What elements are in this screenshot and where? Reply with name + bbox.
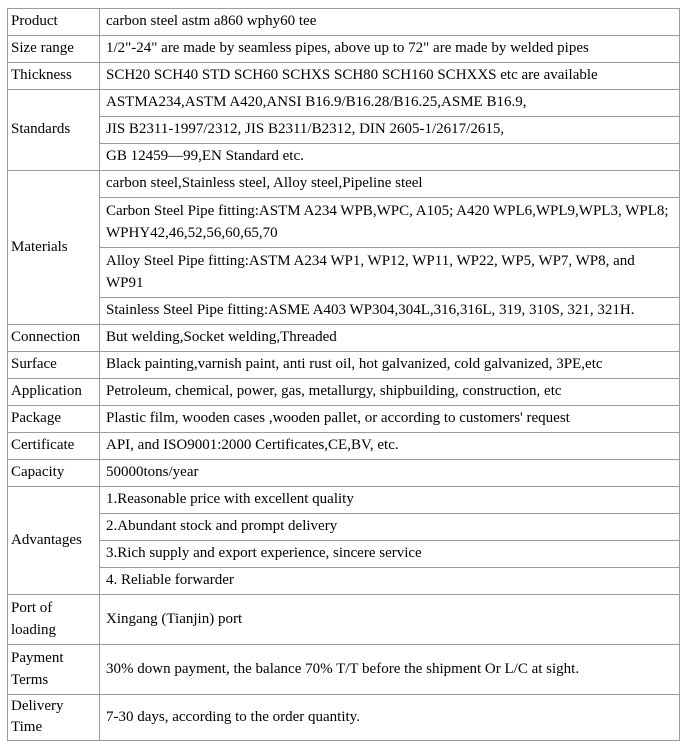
- spec-value-port-of-loading: Xingang (Tianjin) port: [100, 595, 680, 645]
- spec-label-advantages: Advantages: [8, 487, 100, 595]
- spec-value-advantages-4: 4. Reliable forwarder: [100, 568, 680, 595]
- spec-label-payment-terms: Payment Terms: [8, 645, 100, 695]
- table-row-package: [8, 406, 680, 433]
- spec-value-materials-4: Stainless Steel Pipe fitting:ASME A403 WP304,304L,316,316L, 319, 310S, 321, 321H.: [100, 298, 680, 325]
- table-row-materials-2: [8, 198, 680, 248]
- spec-label-surface: Surface: [8, 352, 100, 379]
- spec-label-capacity: Capacity: [8, 460, 100, 487]
- spec-value-advantages-2: 2.Abundant stock and prompt delivery: [100, 514, 680, 541]
- spec-value-application: Petroleum, chemical, power, gas, metallurgy, shipbuilding, construction, etc: [100, 379, 680, 406]
- spec-value-delivery-time: 7-30 days, according to the order quantity.: [100, 695, 680, 741]
- spec-value-connection: But welding,Socket welding,Threaded: [100, 325, 680, 352]
- table-row-materials-4: [8, 298, 680, 325]
- table-row-advantages-3: [8, 541, 680, 568]
- spec-value-materials-3: Alloy Steel Pipe fitting:ASTM A234 WP1, WP12, WP11, WP22, WP5, WP7, WP8, and WP91: [100, 248, 680, 298]
- table-row-advantages-4: [8, 568, 680, 595]
- table-row-payment-terms: [8, 645, 680, 695]
- table-row-surface: [8, 352, 680, 379]
- spec-label-certificate: Certificate: [8, 433, 100, 460]
- spec-value-size-range: 1/2"-24" are made by seamless pipes, above up to 72" are made by welded pipes: [100, 36, 680, 63]
- spec-label-port-of-loading: Port of loading: [8, 595, 100, 645]
- spec-value-standards-3: GB 12459—99,EN Standard etc.: [100, 144, 680, 171]
- spec-label-thickness: Thickness: [8, 63, 100, 90]
- table-row-standards-2: [8, 117, 680, 144]
- table-row-connection: [8, 325, 680, 352]
- table-row-capacity: [8, 460, 680, 487]
- spec-value-thickness: SCH20 SCH40 STD SCH60 SCHXS SCH80 SCH160 SCHXXS etc are available: [100, 63, 680, 90]
- spec-value-advantages-3: 3.Rich supply and export experience, sincere service: [100, 541, 680, 568]
- spec-value-materials-2: Carbon Steel Pipe fitting:ASTM A234 WPB,WPC, A105; A420 WPL6,WPL9,WPL3, WPL8; WPHY42,46,52,56,60,65,70: [100, 198, 680, 248]
- spec-label-materials: Materials: [8, 171, 100, 325]
- table-row-port-of-loading: [8, 595, 680, 645]
- table-row-size-range: [8, 36, 680, 63]
- table-row-thickness: [8, 63, 680, 90]
- table-row-certificate: [8, 433, 680, 460]
- spec-value-surface: Black painting,varnish paint, anti rust oil, hot galvanized, cold galvanized, 3PE,etc: [100, 352, 680, 379]
- product-spec-table: [7, 8, 680, 741]
- spec-label-application: Application: [8, 379, 100, 406]
- spec-label-package: Package: [8, 406, 100, 433]
- spec-value-certificate: API, and ISO9001:2000 Certificates,CE,BV, etc.: [100, 433, 680, 460]
- spec-value-product: carbon steel astm a860 wphy60 tee: [100, 9, 680, 36]
- table-row-materials-3: [8, 248, 680, 298]
- spec-label-delivery-time: Delivery Time: [8, 695, 100, 741]
- spec-label-standards: Standards: [8, 90, 100, 171]
- spec-value-advantages-1: 1.Reasonable price with excellent quality: [100, 487, 680, 514]
- spec-value-capacity: 50000tons/year: [100, 460, 680, 487]
- spec-value-standards-2: JIS B2311-1997/2312, JIS B2311/B2312, DIN 2605-1/2617/2615,: [100, 117, 680, 144]
- table-row-product: [8, 9, 680, 36]
- spec-label-size-range: Size range: [8, 36, 100, 63]
- spec-label-product: Product: [8, 9, 100, 36]
- spec-value-payment-terms: 30% down payment, the balance 70% T/T before the shipment Or L/C at sight.: [100, 645, 680, 695]
- table-row-materials: [8, 171, 680, 198]
- spec-value-standards-1: ASTMA234,ASTM A420,ANSI B16.9/B16.28/B16.25,ASME B16.9,: [100, 90, 680, 117]
- table-row-application: [8, 379, 680, 406]
- spec-label-connection: Connection: [8, 325, 100, 352]
- table-row-standards: [8, 90, 680, 117]
- spec-value-materials-1: carbon steel,Stainless steel, Alloy steel,Pipeline steel: [100, 171, 680, 198]
- table-row-standards-3: [8, 144, 680, 171]
- spec-value-package: Plastic film, wooden cases ,wooden pallet, or according to customers' request: [100, 406, 680, 433]
- table-row-advantages: [8, 487, 680, 514]
- table-row-delivery-time: [8, 695, 680, 741]
- table-row-advantages-2: [8, 514, 680, 541]
